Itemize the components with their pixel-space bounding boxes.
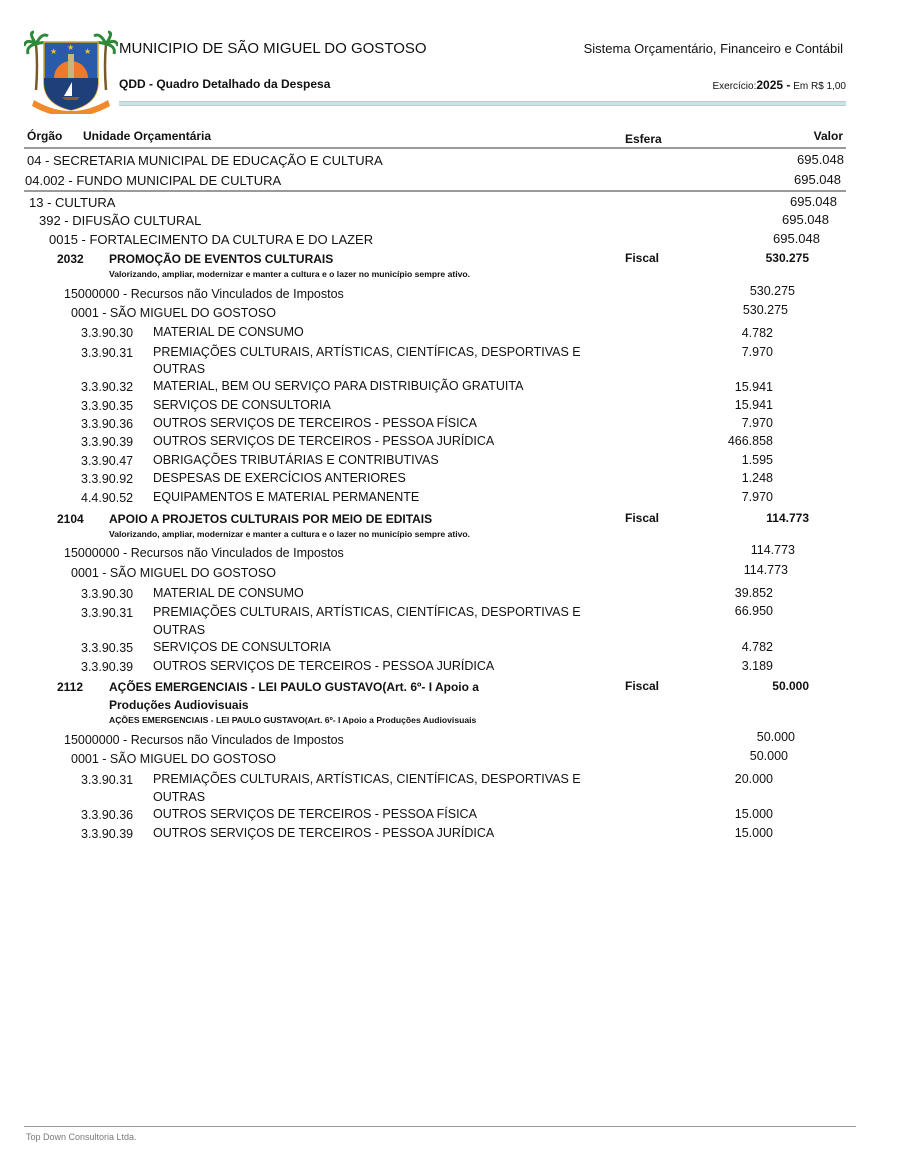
acao-description: Valorizando, ampliar, modernizar e manter a cultura e o lazer no município sempre ativo. (109, 529, 471, 539)
unidade-label: 04.002 - FUNDO MUNICIPAL DE CULTURA (25, 173, 282, 188)
acao-code: 2104 (57, 512, 84, 526)
local-label: 0001 - SÃO MIGUEL DO GOSTOSO (71, 306, 276, 320)
item-code: 4.4.90.52 (81, 491, 134, 505)
unidade-value: 695.048 (794, 172, 841, 187)
coat-of-arms-icon (24, 30, 118, 114)
acao-esfera: Fiscal (625, 511, 660, 525)
item-desc-line2: OUTRAS (153, 623, 206, 637)
funcao-value: 695.048 (790, 194, 837, 209)
item-desc: EQUIPAMENTOS E MATERIAL PERMANENTE (153, 490, 420, 504)
item-value: 39.852 (734, 586, 773, 600)
item-value: 7.970 (741, 345, 773, 359)
system-title: Sistema Orçamentário, Financeiro e Contábil (583, 41, 843, 56)
item-value: 1.248 (741, 471, 773, 485)
item-desc: OUTROS SERVIÇOS DE TERCEIROS - PESSOA FÍSICA (153, 416, 477, 430)
item-code: 3.3.90.92 (81, 472, 134, 486)
orgao-label: 04 - SECRETARIA MUNICIPAL DE EDUCAÇÃO E CULTURA (27, 153, 383, 168)
column-header-esfera: Esfera (625, 132, 662, 146)
acao-value: 530.275 (765, 251, 809, 265)
acao-title: PROMOÇÃO DE EVENTOS CULTURAIS (109, 252, 334, 266)
orgao-value: 695.048 (797, 152, 844, 167)
item-value: 15.000 (734, 826, 773, 840)
item-desc: OUTROS SERVIÇOS DE TERCEIROS - PESSOA JURÍDICA (153, 434, 495, 448)
acao-value: 50.000 (772, 679, 809, 693)
header-divider (119, 101, 846, 106)
item-code: 3.3.90.36 (81, 417, 134, 431)
item-code: 3.3.90.35 (81, 641, 134, 655)
fonte-label: 15000000 - Recursos não Vinculados de Impostos (64, 287, 344, 301)
local-value: 50.000 (749, 749, 788, 763)
item-code: 3.3.90.30 (81, 326, 134, 340)
item-desc: PREMIAÇÕES CULTURAIS, ARTÍSTICAS, CIENTÍFICAS, DESPORTIVAS E (153, 605, 581, 619)
acao-title: AÇÕES EMERGENCIAIS - LEI PAULO GUSTAVO(Art. 6º- I Apoio a (109, 680, 479, 694)
footer-divider (24, 1126, 856, 1127)
item-desc: OBRIGAÇÕES TRIBUTÁRIAS E CONTRIBUTIVAS (153, 453, 439, 467)
fonte-label: 15000000 - Recursos não Vinculados de Impostos (64, 546, 344, 560)
item-desc: SERVIÇOS DE CONSULTORIA (153, 640, 331, 654)
acao-title-line2: Produções Audiovisuais (109, 698, 249, 712)
fonte-label: 15000000 - Recursos não Vinculados de Impostos (64, 733, 344, 747)
item-desc: MATERIAL DE CONSUMO (153, 586, 304, 600)
item-value: 15.941 (734, 398, 773, 412)
item-desc-line2: OUTRAS (153, 790, 206, 804)
fonte-value: 530.275 (749, 284, 795, 298)
item-code: 3.3.90.31 (81, 346, 134, 360)
acao-esfera: Fiscal (625, 679, 660, 693)
svg-text:★: ★ (84, 47, 92, 56)
acao-description: AÇÕES EMERGENCIAIS - LEI PAULO GUSTAVO(Art. 6º- I Apoio a Produções Audiovisuais (109, 715, 477, 725)
item-desc: SERVIÇOS DE CONSULTORIA (153, 398, 331, 412)
item-value: 15.000 (734, 807, 773, 821)
item-desc: MATERIAL DE CONSUMO (153, 325, 304, 339)
item-code: 3.3.90.31 (81, 606, 134, 620)
local-label: 0001 - SÃO MIGUEL DO GOSTOSO (71, 566, 276, 580)
item-code: 3.3.90.47 (81, 454, 134, 468)
svg-text:★: ★ (50, 47, 58, 56)
item-desc: PREMIAÇÕES CULTURAIS, ARTÍSTICAS, CIENTÍFICAS, DESPORTIVAS E (153, 345, 581, 359)
item-desc-line2: OUTRAS (153, 362, 206, 376)
svg-text:★: ★ (67, 43, 75, 52)
unidade-rule (24, 190, 846, 192)
exercise-year: 2025 - (756, 78, 791, 92)
local-value: 114.773 (743, 563, 788, 577)
programa-label: 0015 - FORTALECIMENTO DA CULTURA E DO LAZER (49, 232, 374, 247)
acao-description: Valorizando, ampliar, modernizar e manter a cultura e o lazer no município sempre ativo. (109, 269, 471, 279)
item-value: 4.782 (741, 640, 773, 654)
item-desc: OUTROS SERVIÇOS DE TERCEIROS - PESSOA FÍSICA (153, 807, 477, 821)
item-value: 1.595 (741, 453, 773, 467)
item-value: 15.941 (734, 380, 773, 394)
municipality-title: MUNICIPIO DE SÃO MIGUEL DO GOSTOSO (119, 40, 427, 57)
header-rule (24, 147, 846, 149)
column-header-valor: Valor (813, 129, 843, 143)
item-code: 3.3.90.31 (81, 773, 134, 787)
fonte-value: 114.773 (750, 543, 795, 557)
acao-code: 2112 (57, 680, 84, 694)
item-code: 3.3.90.32 (81, 380, 134, 394)
item-desc: OUTROS SERVIÇOS DE TERCEIROS - PESSOA JURÍDICA (153, 826, 495, 840)
item-desc: OUTROS SERVIÇOS DE TERCEIROS - PESSOA JURÍDICA (153, 659, 495, 673)
funcao-label: 13 - CULTURA (29, 195, 116, 210)
acao-esfera: Fiscal (625, 251, 660, 265)
item-desc: MATERIAL, BEM OU SERVIÇO PARA DISTRIBUIÇÃO GRATUITA (153, 379, 524, 393)
item-desc: PREMIAÇÕES CULTURAIS, ARTÍSTICAS, CIENTÍFICAS, DESPORTIVAS E (153, 772, 581, 786)
column-header-orgao: Órgão (27, 129, 63, 143)
item-desc: DESPESAS DE EXERCÍCIOS ANTERIORES (153, 471, 406, 485)
item-value: 7.970 (741, 490, 773, 504)
acao-title: APOIO A PROJETOS CULTURAIS POR MEIO DE EDITAIS (109, 512, 433, 526)
report-title: QDD - Quadro Detalhado da Despesa (119, 77, 331, 91)
programa-value: 695.048 (773, 231, 820, 246)
item-value: 66.950 (734, 604, 773, 618)
exercise-label: Exercício: (712, 81, 757, 92)
item-value: 4.782 (741, 326, 773, 340)
local-value: 530.275 (742, 303, 788, 317)
local-label: 0001 - SÃO MIGUEL DO GOSTOSO (71, 752, 276, 766)
fonte-value: 50.000 (756, 730, 795, 744)
acao-value: 114.773 (766, 511, 809, 525)
exercise-info (712, 78, 846, 92)
item-code: 3.3.90.39 (81, 660, 134, 674)
item-code: 3.3.90.36 (81, 808, 134, 822)
municipal-logo (24, 30, 118, 114)
acao-code: 2032 (57, 252, 84, 266)
item-value: 3.189 (741, 659, 773, 673)
item-code: 3.3.90.35 (81, 399, 134, 413)
item-value: 466.858 (727, 434, 773, 448)
item-value: 20.000 (734, 772, 773, 786)
item-value: 7.970 (741, 416, 773, 430)
subfuncao-label: 392 - DIFUSÃO CULTURAL (39, 213, 202, 228)
item-code: 3.3.90.30 (81, 587, 134, 601)
subfuncao-value: 695.048 (782, 212, 829, 227)
item-code: 3.3.90.39 (81, 435, 134, 449)
footer-company: Top Down Consultoria Ltda. (26, 1132, 137, 1142)
item-code: 3.3.90.39 (81, 827, 134, 841)
column-header-unidade: Unidade Orçamentária (83, 129, 212, 143)
currency-note: Em R$ 1,00 (793, 81, 846, 92)
